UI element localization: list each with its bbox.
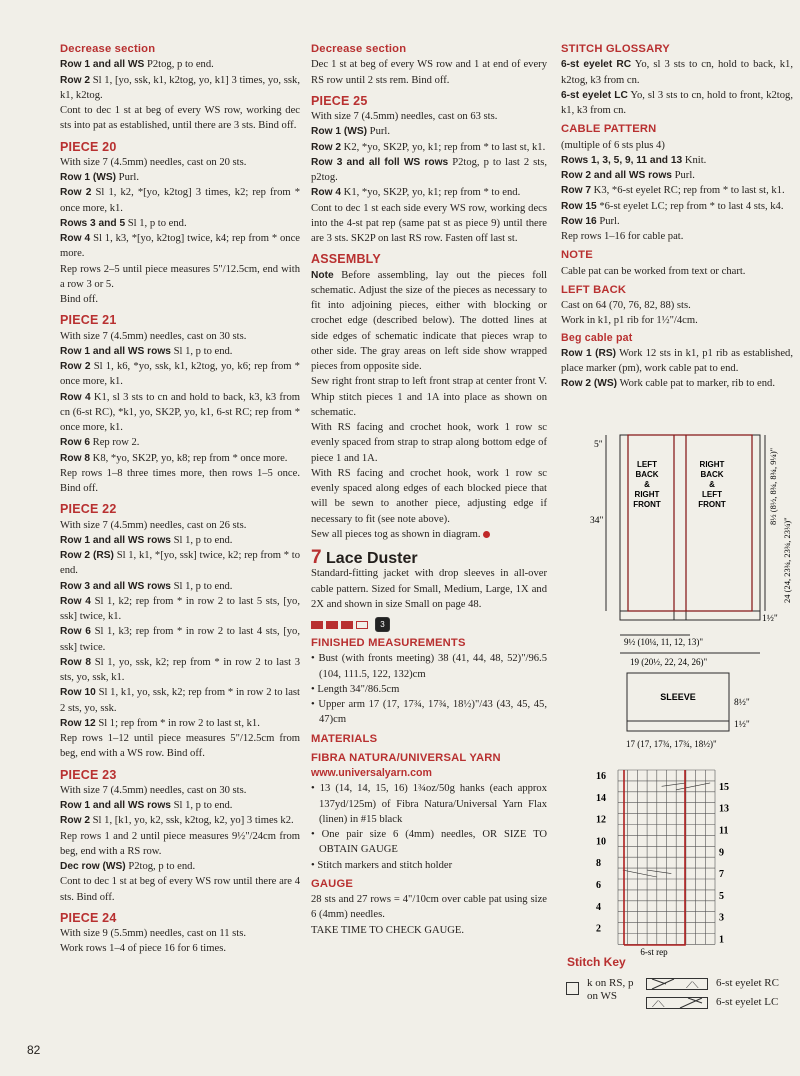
page-number: 82 (27, 1043, 41, 1057)
schematic-diagram (590, 425, 800, 755)
paragraph-text: K3, *6-st eyelet RC; rep from * to last st, k1. (591, 185, 785, 197)
paragraph (60, 390, 300, 436)
paragraph-text: • Upper arm 17 (17, 17¾, 17¾, 18½)"/43 (43, 45, 45, 47)cm (311, 699, 547, 726)
paragraph (561, 199, 793, 214)
paragraph-text: Purl. (367, 126, 390, 138)
paragraph (60, 859, 300, 874)
paragraph (60, 329, 300, 344)
paragraph (60, 783, 300, 798)
paragraph-text: Work rows 1–4 of piece 16 for 6 times. (60, 943, 226, 955)
svg-text:⟋⟍: ⟋⟍ (652, 999, 665, 1009)
schematic-right-panel: RIGHT BACK & LEFT FRONT (698, 460, 726, 509)
paragraph-text: • Bust (with fronts meeting) 38 (41, 44, 48, 52)"/96.5 (104, 111.5, 122, 132)cm (311, 653, 547, 680)
paragraph (60, 435, 300, 450)
section-heading: ASSEMBLY (311, 252, 381, 267)
paragraph-text: *6-st eyelet LC; rep from * to last 4 sts, k4. (596, 200, 784, 212)
row-label: Row 1 and all WS rows (60, 345, 171, 357)
paragraph-text: Cast on 64 (70, 76, 82, 88) sts. (561, 300, 691, 311)
chart-row-number-left: 8 (596, 858, 601, 870)
row-label: Row 2 (311, 141, 342, 153)
paragraph-text: With size 7 (4.5mm) needles, cast on 20 sts. (60, 156, 247, 168)
key-lc-label: 6-st eyelet LC (716, 996, 779, 1008)
row-label: 6-st eyelet RC (561, 59, 632, 71)
section-heading: PIECE 25 (311, 93, 368, 108)
paragraph (561, 168, 793, 183)
row-label: Row 16 (561, 215, 597, 227)
chart-row-number-right: 13 (719, 803, 729, 815)
paragraph-text: 28 sts and 27 rows = 4"/10cm over cable pat using size 6 (4mm) needles. (311, 894, 547, 921)
key-knit-label: k on RS, p on WS (587, 977, 634, 1002)
paragraph (561, 376, 793, 391)
cable-chart (596, 765, 746, 960)
paragraph-text: • Stitch markers and stitch holder (311, 859, 453, 871)
paragraph (311, 651, 547, 682)
paragraph (311, 892, 547, 923)
paragraph (311, 420, 547, 466)
paragraph-text: Rep rows 1–8 three times more, then rows 1–5 once. Bind off. (60, 467, 300, 494)
paragraph-text: Sl 1; rep from * in row 2 to last st, k1. (95, 717, 260, 729)
paragraph (561, 298, 793, 313)
end-mark-icon (483, 531, 490, 538)
key-rc-label: 6-st eyelet RC (716, 977, 779, 989)
column-2 (311, 38, 547, 938)
dim-width-2: 19 (20½, 22, 24, 26)" (630, 657, 708, 667)
paragraph-text: Sew all pieces tog as shown in diagram. (311, 528, 481, 540)
paragraph-text: Cable pat can be worked from text or chart. (561, 265, 746, 277)
paragraph (561, 214, 793, 229)
paragraph-text: Yo, sl 3 sts to cn, hold to back, k1, k2tog, k3 from cn. (561, 59, 793, 86)
paragraph (60, 624, 300, 655)
paragraph-text: P2tog, p to end. (144, 59, 214, 71)
paragraph-text: • 13 (14, 14, 15, 16) 1¾oz/50g hanks (each approx 137yd/125m) of Fibra Natura/Universal Yarn Flax (linen) in #15 black (311, 783, 547, 825)
paragraph (561, 88, 793, 119)
paragraph (311, 527, 547, 542)
row-label: Row 15 (561, 200, 597, 212)
row-label: Row 1 and all WS rows (60, 534, 171, 546)
paragraph (311, 858, 547, 873)
paragraph-text: Cont to dec 1 st at beg of every WS row, working dec sts into pat as established, until there are 3 sts. Bind off. (60, 105, 300, 132)
paragraph-text: Sl 1, k1, yo, ssk, k2; rep from * in row 2 to last 2 sts, yo, ssk. (60, 687, 300, 714)
paragraph (311, 781, 547, 827)
key-rc-symbol (646, 978, 708, 990)
schematic-left-panel: LEFT BACK & RIGHT FRONT (633, 460, 661, 509)
dim-shoulder: 8½ (8½, 8¾, 8¾, 9¼)" (768, 447, 778, 525)
chart-rep-label: 6-st rep (640, 947, 668, 957)
paragraph (60, 185, 300, 216)
paragraph-text: Rep row 2. (90, 437, 140, 449)
paragraph (60, 57, 300, 72)
paragraph (60, 813, 300, 828)
paragraph-text: Sl 1, k3; rep from * in row 2 to last 4 sts, [yo, ssk] twice. (60, 626, 300, 653)
column-1 (60, 38, 300, 957)
row-label: Rows 1, 3, 5, 9, 11 and 13 (561, 154, 683, 166)
paragraph (311, 827, 547, 858)
chart-row-number-left: 16 (596, 771, 606, 782)
paragraph (311, 697, 547, 728)
paragraph-text: Yo, sl 3 sts to cn, hold to front, k2tog, k1, k3 from cn. (561, 89, 793, 116)
paragraph-text: Work 12 sts in k1, p1 rib as established, place marker (pm), work cable pat to end. (561, 347, 793, 374)
paragraph-text: Sl 1, k2; rep from * in row 2 to last 5 sts, [yo, ssk] twice, k1. (60, 595, 300, 622)
paragraph-text: (multiple of 6 sts plus 4) (561, 139, 665, 151)
skill-level (311, 617, 547, 632)
row-label: Row 12 (60, 717, 96, 729)
paragraph (60, 533, 300, 548)
row-label: Row 6 (60, 626, 91, 638)
paragraph-text: Sl 1, yo, ssk, k2; rep from * in row 2 to last 3 sts, yo, ssk, k1. (60, 656, 300, 683)
paragraph-text: Sl 1, [k1, yo, k2, ssk, k2tog, k2, yo] 3 times k2. (90, 815, 294, 827)
row-label: Dec row (WS) (60, 861, 126, 872)
chart-row-number-left: 4 (596, 901, 601, 913)
chart-row-number-right: 1 (719, 934, 724, 946)
paragraph-text: Sl 1, k2, *[yo, k2tog] 3 times, k2; rep from * once more, k1. (60, 187, 300, 214)
paragraph-text: Sl 1, p to end. (125, 217, 187, 229)
paragraph-text: Work in k1, p1 rib for 1½"/4cm. (561, 315, 698, 327)
chart-row-number-right: 15 (719, 781, 729, 793)
paragraph (60, 73, 300, 104)
paragraph-text: • Length 34"/86.5cm (311, 683, 400, 695)
paragraph-text: With RS facing and crochet hook, work 1 row sc evenly spaced along edges of each blocked piece that will be sewn to another piece, adjusting edge if necessary to fit (see note above). (311, 467, 547, 525)
column-3 (561, 38, 793, 392)
chart-row-number-left: 10 (596, 836, 606, 848)
dim-34: 34" (590, 516, 604, 526)
row-label: Row 1 (WS) (60, 172, 117, 183)
row-label: Row 3 and all foll WS rows (311, 156, 449, 168)
row-label: Row 1 and all WS rows (60, 800, 171, 811)
paragraph (561, 264, 793, 279)
row-label: Row 4 (60, 391, 91, 403)
paragraph (311, 109, 547, 124)
paragraph-text: K1, sl 3 sts to cn and hold to back, k3, k3 from cn (6-st RC), *k1, yo, SK2P, yo, k1, 6-st RC; rep from * once more, k1. (60, 391, 300, 433)
paragraph-text: Sl 1, p to end. (170, 345, 233, 357)
paragraph (60, 594, 300, 625)
section-heading: PIECE 22 (60, 502, 117, 517)
paragraph (60, 548, 300, 579)
paragraph (561, 57, 793, 88)
paragraph (60, 231, 300, 262)
svg-text:⟋⟍: ⟋⟍ (686, 980, 699, 990)
paragraph-text: Dec 1 st at beg of every WS row and 1 at end of every RS row until 2 sts rem. Bind off. (311, 59, 547, 86)
paragraph-text: K8, *yo, SK2P, yo, k8; rep from * once more. (90, 452, 288, 464)
paragraph-text: P2tog, p to end. (125, 861, 196, 872)
paragraph (60, 716, 300, 731)
paragraph-text: With size 9 (5.5mm) needles, cast on 11 sts. (60, 928, 247, 939)
chart-row-number-right: 5 (719, 890, 724, 902)
chart-row-number-right: 9 (719, 847, 724, 859)
row-label: Row 1 (WS) (311, 126, 368, 138)
paragraph (60, 344, 300, 359)
sleeve-rib: 1½" (734, 720, 750, 730)
chart-row-number-left: 14 (596, 792, 606, 804)
paragraph-text: Sl 1, p to end. (170, 534, 233, 546)
paragraph (311, 923, 547, 938)
paragraph (561, 313, 793, 328)
paragraph-text: Cont to dec 1 st each side every WS row, working decs into the 4-st pat rep (same pat st as piece 9) until there are 3 sts. SK2P on last RS row. Fasten off last st. (311, 202, 547, 244)
paragraph-text: Rep rows 1 and 2 until piece measures 9½"/24cm from beg, end with a RS row. (60, 830, 300, 857)
section-heading: GAUGE (311, 877, 354, 890)
paragraph (311, 140, 547, 155)
row-label: Row 2 (60, 74, 91, 86)
paragraph-text: Work cable pat to marker, rib to end. (617, 378, 776, 390)
paragraph-text: Standard-fitting jacket with drop sleeves in all-over cable pattern. Sized for Small, Medium, Large, 1X and 2X and shown in size Small on page 48. (311, 568, 547, 610)
stitch-key-title: Stitch Key (567, 955, 626, 969)
row-label: Row 2 (WS) (561, 378, 618, 390)
paragraph-text: With size 7 (4.5mm) needles, cast on 30 sts. (60, 330, 247, 342)
paragraph (60, 655, 300, 686)
chart-row-number-left: 2 (596, 923, 601, 935)
paragraph-text: With size 7 (4.5mm) needles, cast on 30 sts. (60, 784, 247, 796)
row-label: Row 3 and all WS rows (60, 580, 171, 592)
dim-rib: 1½" (762, 614, 778, 624)
paragraph (561, 183, 793, 198)
paragraph (60, 579, 300, 594)
website-link: www.universalyarn.com (311, 767, 432, 779)
paragraph-text: • One pair size 6 (4mm) needles, OR SIZE TO OBTAIN GAUGE (311, 829, 547, 856)
row-label: Row 6 (60, 437, 91, 449)
row-label: Rows 3 and 5 (60, 217, 126, 229)
row-label: Row 8 (60, 452, 91, 464)
paragraph-text: K2, *yo, SK2P, yo, k1; rep from * to last st, k1. (341, 141, 546, 153)
paragraph (561, 346, 793, 377)
paragraph-text: Rep rows 2–5 until piece measures 5"/12.5cm, end with a row 3 or 5. (60, 263, 300, 290)
pattern-title-text: Lace Duster (321, 550, 418, 567)
section-heading: LEFT BACK (561, 283, 627, 296)
paragraph (60, 170, 300, 185)
section-heading: NOTE (561, 249, 593, 262)
paragraph (60, 829, 300, 860)
section-heading: Decrease section (311, 43, 407, 55)
paragraph (311, 374, 547, 420)
paragraph (311, 57, 547, 88)
row-label: Row 2 (60, 187, 92, 199)
paragraph (311, 201, 547, 247)
row-label: Row 2 (60, 361, 91, 372)
paragraph (311, 268, 547, 375)
paragraph-text: Purl. (671, 170, 695, 181)
paragraph (60, 451, 300, 466)
paragraph (60, 359, 300, 390)
paragraph (60, 685, 300, 716)
row-label: Row 10 (60, 687, 96, 699)
section-heading: PIECE 20 (60, 139, 117, 154)
paragraph-text: Sl 1, p to end. (170, 800, 233, 811)
paragraph (60, 216, 300, 231)
paragraph (60, 926, 300, 941)
sleeve-width: 17 (17, 17¾, 17¾, 18½)" (626, 739, 717, 749)
paragraph (561, 153, 793, 168)
paragraph (311, 124, 547, 139)
section-heading: STITCH GLOSSARY (561, 43, 670, 55)
skill-bar (326, 621, 338, 629)
paragraph (561, 229, 793, 244)
paragraph-text: TAKE TIME TO CHECK GAUGE. (311, 924, 465, 936)
section-heading: PIECE 24 (60, 910, 117, 925)
section-heading: FINISHED MEASUREMENTS (311, 637, 466, 649)
chart-row-number-right: 3 (719, 912, 724, 924)
paragraph-text: With size 7 (4.5mm) needles, cast on 26 sts. (60, 519, 247, 531)
paragraph (311, 466, 547, 527)
paragraph-text: Purl. (596, 215, 620, 227)
chart-row-number-left: 6 (596, 880, 601, 891)
paragraph (60, 262, 300, 293)
chart-row-number-left: 12 (596, 814, 606, 826)
paragraph-text: Sl 1, k6, *yo, ssk, k1, k2tog, yo, k6; rep from * once more, k1. (60, 361, 300, 388)
section-heading: CABLE PATTERN (561, 123, 657, 136)
paragraph (311, 155, 547, 186)
paragraph-text: Sl 1, [yo, ssk, k1, k2tog, yo, k1] 3 times, yo, ssk, k1, k2tog. (60, 74, 300, 101)
chart-row-number-right: 7 (719, 869, 724, 881)
row-label: Row 4 (311, 187, 342, 199)
paragraph-text: Before assembling, lay out the pieces foll schematic. Adjust the size of the pieces as necessary to fit into adjoining pieces, either with blocking or crochet edge (described below). The dotted lines at side edges of schematic indicate that pieces wrap to other side. The gray areas on left side show wrapped pieces from opposite side. (311, 269, 547, 372)
skill-bar (311, 621, 323, 629)
paragraph (60, 731, 300, 762)
paragraph (60, 941, 300, 956)
paragraph (311, 185, 547, 200)
section-heading: PIECE 21 (60, 313, 117, 328)
paragraph-text: Knit. (682, 154, 707, 166)
paragraph (60, 292, 300, 307)
paragraph-text: With RS facing and crochet hook, work 1 row sc evenly spaced from strap to strap along bottom edge of piece 1 and 1A. (311, 422, 547, 464)
row-label: Row 4 (60, 233, 91, 244)
paragraph-text: With size 7 (4.5mm) needles, cast on 63 sts. (311, 111, 498, 122)
section-heading: Beg cable pat (561, 331, 633, 344)
paragraph-text: Sl 1, p to end. (170, 580, 233, 592)
pattern-title (311, 547, 547, 568)
row-label: Row 4 (60, 595, 91, 607)
key-lc-symbol (646, 997, 708, 1009)
section-heading: MATERIALS (311, 732, 378, 745)
paragraph-text: Rep rows 1–12 until piece measures 5"/12.5cm from beg, end with a WS row. Bind off. (60, 733, 300, 760)
section-heading: FIBRA NATURA/UNIVERSAL YARN (311, 751, 501, 764)
paragraph (60, 798, 300, 813)
row-label: Row 1 and all WS (60, 59, 145, 71)
paragraph-text: K1, *yo, SK2P, yo, k1; rep from * to end. (341, 187, 521, 199)
dim-side: 24 (24, 23¾, 23¾, 23¼)" (782, 517, 792, 603)
paragraph-text: Cont to dec 1 st at beg of every WS row until there are 4 sts. Bind off. (60, 876, 300, 903)
skill-bar (341, 621, 353, 629)
paragraph (60, 518, 300, 533)
row-label: Row 8 (60, 656, 92, 668)
skill-bar (356, 621, 368, 629)
paragraph (60, 874, 300, 905)
key-knit-box (566, 982, 579, 995)
paragraph-text: P2tog, p to last 2 sts, p2tog. (311, 156, 547, 183)
paragraph (60, 103, 300, 134)
chart-row-number-right: 11 (719, 825, 729, 837)
paragraph (561, 138, 793, 153)
row-label: Row 2 (RS) (60, 550, 114, 561)
sleeve-height: 8½" (734, 698, 750, 708)
paragraph-text: Sl 1, k1, *[yo, ssk] twice, k2; rep from * to end. (60, 550, 300, 577)
section-heading: PIECE 23 (60, 767, 117, 782)
dim-width-1: 9½ (10¼, 11, 12, 13)" (624, 637, 704, 647)
paragraph-text: Purl. (116, 172, 139, 183)
paragraph (60, 155, 300, 170)
dim-5: 5" (594, 440, 603, 450)
paragraph (311, 566, 547, 612)
row-label: Note (311, 269, 334, 281)
pattern-number: 7 (311, 547, 322, 568)
paragraph-text: Sew right front strap to left front strap at center front V. Whip stitch pieces 1 and 1A into place as shown on schematic. (311, 376, 547, 418)
sleeve-label: SLEEVE (660, 692, 696, 702)
row-label: Row 2 (60, 815, 91, 827)
section-heading: Decrease section (60, 43, 156, 55)
row-label: Row 1 (RS) (561, 347, 617, 359)
paragraph-text: Sl 1, k3, *[yo, k2tog] twice, k4; rep from * once more. (60, 233, 300, 260)
paragraph (311, 682, 547, 697)
skill-badge-icon: 3 (375, 617, 390, 632)
paragraph (60, 466, 300, 497)
row-label: Row 2 and all WS rows (561, 170, 672, 181)
row-label: Row 7 (561, 185, 592, 197)
row-label: 6-st eyelet LC (561, 89, 628, 101)
paragraph-text: Rep rows 1–16 for cable pat. (561, 231, 684, 242)
paragraph-text: Bind off. (60, 294, 99, 305)
